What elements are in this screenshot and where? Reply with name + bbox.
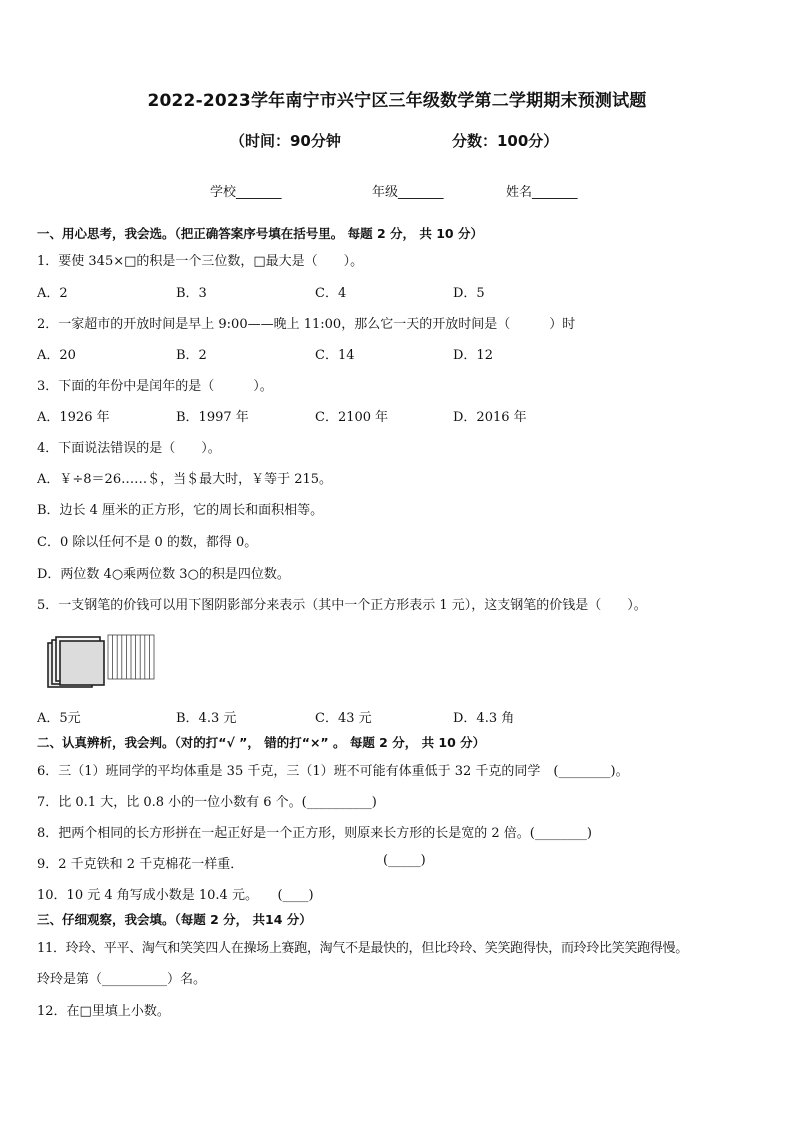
q1-option-a: A．2 [37, 286, 68, 301]
question-5: 5．一支钢笔的价钱可以用下图阴影部分来表示（其中一个正方形表示 1 元），这支钢笔的价钱是（ ）。 [37, 598, 647, 613]
question-7: 7．比 0.1 大，比 0.8 小的一位小数有 6 个。(__________) [37, 795, 377, 810]
q3-option-c: C．2100 年 [315, 410, 389, 425]
q4-option-d: D．两位数 4○乘两位数 3○的积是四位数。 [37, 567, 290, 582]
section-2-heading: 二、认真辨析，我会判。（对的打“√ ”， 错的打“×” 。 每题 2 分， 共 10 分） [37, 735, 486, 750]
question-3: 3．下面的年份中是闰年的是（ ）。 [37, 379, 273, 394]
question-11: 11．玲玲、平平、淘气和笑笑四人在操场上赛跑，淘气不是最快的，但比玲玲、笑笑跑得快，而玲玲比笑笑跑得慢。 [37, 941, 688, 956]
question-2: 2．一家超市的开放时间是早上 9:00——晚上 11:00，那么它一天的开放时间是（ ）时 [37, 317, 576, 332]
question-9: 9．2 千克铁和 2 千克棉花一样重． [37, 857, 244, 872]
name-field: 姓名_______ [506, 185, 578, 200]
question-4: 4．下面说法错误的是（ ）。 [37, 441, 221, 456]
exam-score: 分数：100分） [452, 132, 559, 150]
q2-option-b: B．2 [176, 348, 207, 363]
q4-option-b: B．边长 4 厘米的正方形，它的周长和面积相等。 [37, 503, 324, 518]
question-8: 8．把两个相同的长方形拼在一起正好是一个正方形，则原来长方形的长是宽的 2 倍。(________) [37, 826, 592, 841]
question-1: 1．要使 345×□的积是一个三位数，□最大是（ ）。 [37, 254, 364, 269]
vertical-strips [108, 635, 154, 679]
q1-option-c: C．4 [315, 286, 347, 301]
exam-time: （时间：90分钟 [230, 132, 341, 150]
q4-option-a: A．￥÷8＝26……＄，当＄最大时，￥等于 215。 [37, 472, 333, 487]
stacked-squares [48, 637, 104, 687]
question-6: 6．三（1）班同学的平均体重是 35 千克，三（1）班不可能有体重低于 32 千克的同学 (________)。 [37, 764, 629, 779]
question-10: 10．10 元 4 角写成小数是 10.4 元。 (____) [37, 888, 314, 903]
section-3-heading: 三、仔细观察，我会填。（每题 2 分， 共14 分） [37, 912, 312, 927]
q1-option-b: B．3 [176, 286, 207, 301]
q9-answer-blank: (_____) [383, 853, 426, 868]
q2-option-d: D．12 [453, 348, 493, 363]
q3-option-a: A．1926 年 [37, 410, 110, 425]
question-11-answer: 玲玲是第（__________）名。 [37, 972, 207, 987]
question-12: 12．在□里填上小数。 [37, 1004, 170, 1019]
q5-shaded-squares-figure [44, 633, 159, 693]
q3-option-b: B．1997 年 [176, 410, 249, 425]
school-field: 学校_______ [210, 185, 282, 200]
q5-option-d: D．4.3 角 [453, 711, 515, 726]
q2-option-a: A．20 [37, 348, 76, 363]
q3-option-d: D．2016 年 [453, 410, 527, 425]
grade-field: 年级_______ [372, 185, 444, 200]
q5-option-c: C．43 元 [315, 711, 372, 726]
exam-title: 2022-2023学年南宁市兴宁区三年级数学第二学期期末预测试题 [147, 91, 647, 111]
section-1-heading: 一、用心思考，我会选。（把正确答案序号填在括号里。 每题 2 分， 共 10 分） [37, 226, 483, 241]
q4-option-c: C．0 除以任何不是 0 的数，都得 0。 [37, 535, 258, 550]
q1-option-d: D．5 [453, 286, 485, 301]
q2-option-c: C．14 [315, 348, 355, 363]
q5-option-b: B．4.3 元 [176, 711, 237, 726]
q5-option-a: A．5元 [37, 711, 81, 726]
